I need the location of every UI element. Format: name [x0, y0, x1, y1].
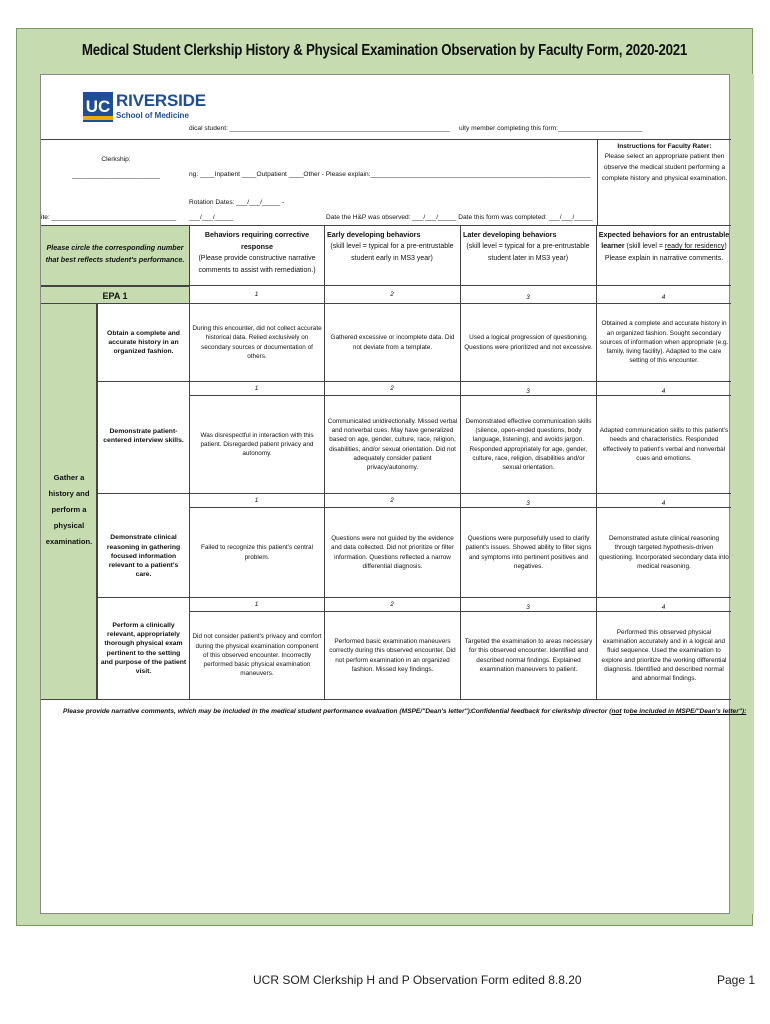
row2-num-2[interactable]: 2 — [390, 385, 394, 392]
conf-to: to — [621, 708, 630, 715]
col2-header — [325, 229, 459, 265]
row3-level1[interactable]: Failed to recognize this patient's central problem. — [200, 544, 314, 561]
col4-header — [597, 229, 731, 265]
conf-part-b: be included in MSPE/"Dean's letter"): — [629, 708, 747, 715]
col4-ready: ready for residency — [664, 243, 725, 250]
footer-title: UCR SOM Clerkship H and P Observation Form edited 8.8.20 — [253, 973, 582, 987]
row3-num-1[interactable]: 1 — [254, 497, 259, 504]
form-sheet — [40, 74, 747, 914]
clerkship-label: Clerkship: — [101, 156, 131, 163]
row2-num-1[interactable]: 1 — [254, 385, 259, 392]
col4-learner: learner — [601, 243, 625, 250]
logo-riverside: RIVERSIDE — [116, 91, 206, 110]
form-frame — [16, 28, 753, 926]
faculty-name-field[interactable]: ulty member completing this form:_______________________ — [459, 125, 643, 132]
row4-level3[interactable]: Targeted the examination to areas necessary for this observed encounter. Identified and described normal findings. Explained examination maneuvers to patient. — [464, 638, 593, 673]
skill-interview: Demonstrate patient-centered interview skills. — [103, 428, 184, 445]
circle-instruction: Please circle the corresponding number that best reflects student's performance. — [45, 243, 185, 264]
col4-end: ) — [724, 243, 727, 250]
rotation-dates-field[interactable]: Rotation Dates: ___/___/_____ - — [189, 199, 285, 206]
confidential-feedback-label — [471, 708, 746, 715]
level-3[interactable]: 3 — [526, 294, 530, 301]
row2-num-4[interactable]: 4 — [661, 388, 666, 395]
instructions-title: Instructions for Faculty Rater: — [617, 143, 712, 150]
narrative-comments-label: Please provide narrative comments, which may be included in the medical student performance evaluation (MSPE/"Dean's letter"): — [63, 708, 473, 715]
date-left-field[interactable]: ite: __________________________________ — [41, 214, 177, 221]
instructions-box — [597, 139, 731, 225]
col2-title: Early developing behaviors — [327, 230, 421, 239]
col3-sub: (skill level = typical for a pre-entrustable student later in MS3 year) — [466, 243, 590, 262]
setting-field[interactable]: ng: ____Inpatient ____Outpatient ____Other - Please explain:____________________________________________________________ — [189, 171, 591, 178]
row3-level3[interactable]: Questions were purposefully used to clarify patient's issues. Showed ability to filter signs and symptoms into pertinent positives and negatives. — [465, 535, 592, 570]
row2-level1[interactable]: Was disrespectful in interaction with this patient. Disregarded patient privacy and autonomy. — [200, 431, 314, 458]
row1-level3[interactable]: Used a logical progression of questioning. Questions were prioritized and not excessive. — [464, 334, 593, 351]
right-margin — [730, 74, 754, 914]
row3-level2[interactable]: Questions were not guided by the evidence and data collected. Did not prioritize or filter information. Questions reflected a narrow differential diagnosis. — [331, 535, 454, 570]
clerkship-field[interactable]: ________________________ — [71, 172, 160, 179]
hp-date-fields[interactable]: Date the H&P was observed: ___/___/_____ Date this form was completed: ___/___/_____ — [326, 214, 593, 221]
col4-mid: (skill level = — [624, 243, 665, 250]
epa-label: EPA 1 — [41, 286, 189, 304]
skill-history: Obtain a complete and accurate history in an organized fashion. — [107, 329, 180, 356]
row4-level4[interactable]: Performed this observed physical examination accurately and in a logical and fluid sequence. Used the examination to explore and prioritize the working differential diagnosis. Identified and described normal and abnormal findings. — [601, 628, 727, 682]
row3-num-4[interactable]: 4 — [661, 500, 666, 507]
col1-header — [191, 229, 323, 277]
col4-sub: Please explain in narrative comments. — [604, 255, 724, 262]
skill-clinical-reasoning: Demonstrate clinical reasoning in gathering focused information relevant to a patient's care. — [106, 534, 181, 579]
row4-level1[interactable]: Did not consider patient's privacy and comfort during the physical examination component of this observed encounter. Incorrectly performed basic physical examination maneuvers. — [192, 633, 322, 678]
col1-sub: (Please provide constructive narrative comments to assist with remediation.) — [198, 255, 316, 274]
instructions-body: Please select an appropriate patient then observe the medical student performing a complete history and physical examination. — [601, 153, 728, 182]
row4-level2[interactable]: Performed basic examination maneuvers correctly during this observed encounter. Did not perform examination in an organized fashion. Missed key findings. — [329, 638, 456, 673]
row2-level4[interactable]: Adapted communication skills to this patient's needs and characteristics. Responded effectively to patient's verbal and nonverbal cues and emotions. — [599, 427, 729, 462]
logo-school: School of Medicine — [116, 111, 189, 120]
page-number: Page 1 — [717, 973, 756, 987]
row1-level4[interactable]: Obtained a complete and accurate history in an organized fashion. Sought secondary sources of information when appropriate (e.g. family, living facility). Adapted to the care setting of this encounter. — [599, 320, 729, 365]
conf-part-a: Confidential feedback for clerkship director ( — [471, 708, 612, 715]
col3-header — [461, 229, 595, 265]
row4-num-2[interactable]: 2 — [390, 601, 394, 608]
logo-gold-bar — [83, 116, 113, 120]
col2-sub: (skill level = typical for a pre-entrustable student early in MS3 year) — [330, 243, 454, 262]
ucr-logo — [83, 89, 206, 129]
col3-title: Later developing behaviors — [463, 230, 557, 239]
row3-level4[interactable]: Demonstrated astute clinical reasoning through targeted hypothesis-driven questioning. Incorporated secondary data into medical reasoning. — [599, 535, 729, 570]
row3-num-2[interactable]: 2 — [390, 497, 394, 504]
row4-num-1[interactable]: 1 — [254, 601, 259, 608]
col1-title: Behaviors requiring corrective response — [204, 230, 310, 251]
domain-label: Gather a history and perform a physical examination. — [45, 473, 93, 546]
row2-num-3[interactable]: 3 — [526, 388, 530, 395]
confidential-feedback-area[interactable] — [463, 723, 727, 911]
col4-skill — [597, 241, 731, 253]
logo-uc-mark: UC — [83, 92, 113, 122]
conf-not: not — [611, 708, 622, 715]
student-name-field[interactable]: dical student: ____________________________________________________________ — [189, 125, 450, 132]
level-1[interactable]: 1 — [254, 291, 259, 298]
form-title: Medical Student Clerkship History & Physical Examination Observation by Faculty Form, 2020-2021 — [81, 42, 688, 59]
level-2[interactable]: 2 — [390, 291, 394, 298]
col4-title: Expected behaviors for an entrustable — [598, 230, 730, 239]
row2-level2[interactable]: Communicated unidirectionally. Missed verbal and nonverbal cues. May have generalized based on age, gender, culture, race, religion, disabilities, and/or sexual orientation. Did not adequately consider patient privacy/autonomy. — [327, 417, 458, 471]
row1-level2[interactable]: Gathered excessive or incomplete data. Did not deviate from a template. — [330, 334, 455, 351]
level-4[interactable]: 4 — [661, 294, 666, 301]
row4-num-3[interactable]: 3 — [526, 604, 530, 611]
skill-physical-exam: Perform a clinically relevant, appropriately thorough physical exam pertinent to the setting and purpose of the patient visit. — [100, 621, 187, 675]
row2-level3[interactable]: Demonstrated effective communication skills (silence, open-ended questions, body language, listening), and avoids jargon. Responded appropriately for age, gender, culture, race, religion, disabilities and/or sexual orientation. — [465, 417, 592, 471]
row4-num-4[interactable]: 4 — [661, 604, 666, 611]
row3-num-3[interactable]: 3 — [526, 500, 530, 507]
row1-level1[interactable]: During this encounter, did not collect accurate historical data. Relied exclusively on secondary sources or documentation of others. — [192, 325, 322, 360]
rotation-dates-end-field[interactable]: ___/___/_____ — [189, 214, 234, 221]
narrative-comments-area[interactable] — [45, 723, 457, 911]
